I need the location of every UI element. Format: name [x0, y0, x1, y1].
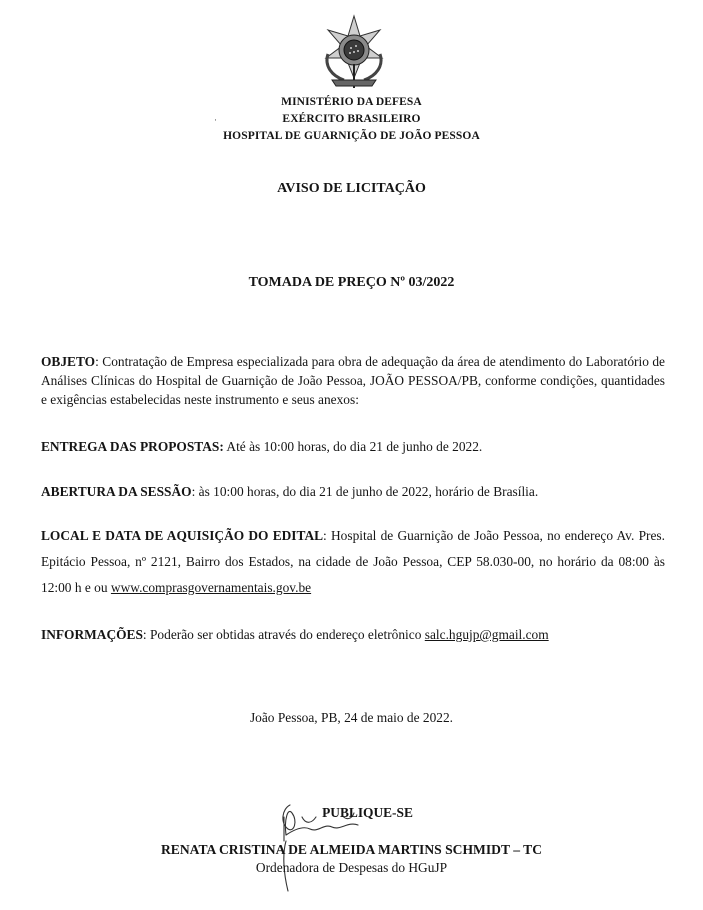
- notice-subtitle: TOMADA DE PREÇO Nº 03/2022: [248, 275, 455, 290]
- local-text: : Hospital de Guarnição de João Pessoa, no endereço Av. Pres. Epitácio Pessoa, nº 2121, Bairro dos Estados, na cidade de João Pessoa, CEP 58.030-00, no horário da 08:00 às 12:00 h e ou: [41, 528, 665, 595]
- signer-role: Ordenadora de Despesas do HGuJP: [255, 860, 448, 875]
- informacoes-text: : Poderão ser obtidas através do endereço eletrônico: [142, 627, 425, 642]
- entrega-label: ENTREGA DAS PROPOSTAS:: [41, 439, 224, 454]
- margin-mark: ·: [214, 115, 217, 125]
- abertura-text: : às 10:00 horas, do dia 21 de junho de 2022, horário de Brasília.: [191, 484, 539, 499]
- publique-se: PUBLIQUE-SE: [322, 805, 413, 820]
- notice-title: AVISO DE LICITAÇÃO: [277, 181, 426, 196]
- objeto-label: OBJETO: [41, 354, 96, 369]
- email-link[interactable]: salc.hgujp@gmail.com: [424, 627, 549, 642]
- entrega-text: Até às 10:00 horas, do dia 21 de junho de 2022.: [223, 439, 483, 454]
- section-local: [41, 523, 665, 601]
- header-army: EXÉRCITO BRASILEIRO: [282, 113, 421, 125]
- header-ministry: MINISTÉRIO DA DEFESA: [281, 96, 422, 108]
- local-label: LOCAL E DATA DE AQUISIÇÃO DO EDITAL: [41, 528, 324, 543]
- section-objeto: [41, 352, 665, 409]
- brazil-coat-of-arms-icon: [318, 14, 390, 94]
- signer-name: RENATA CRISTINA DE ALMEIDA MARTINS SCHMIDT – TC: [160, 842, 543, 857]
- abertura-label: ABERTURA DA SESSÃO: [41, 484, 192, 499]
- objeto-text: : Contratação de Empresa especializada para obra de adequação da área de atendimento do Laboratório de Análises Clínicas do Hospital de Guarnição de João Pessoa, JOÃO PESSOA/PB, conforme condições, quantidades e exigências estabelecidas neste instrumento e seus anexos:: [41, 354, 665, 407]
- edital-link[interactable]: www.comprasgovernamentais.gov.be: [110, 580, 312, 595]
- informacoes-label: INFORMAÇÕES: [41, 627, 143, 642]
- section-abertura: [41, 482, 665, 501]
- section-entrega: [41, 437, 665, 456]
- section-informacoes: [41, 625, 665, 644]
- header-hospital: HOSPITAL DE GUARNIÇÃO DE JOÃO PESSOA: [223, 130, 480, 142]
- date-line: João Pessoa, PB, 24 de maio de 2022.: [249, 710, 454, 725]
